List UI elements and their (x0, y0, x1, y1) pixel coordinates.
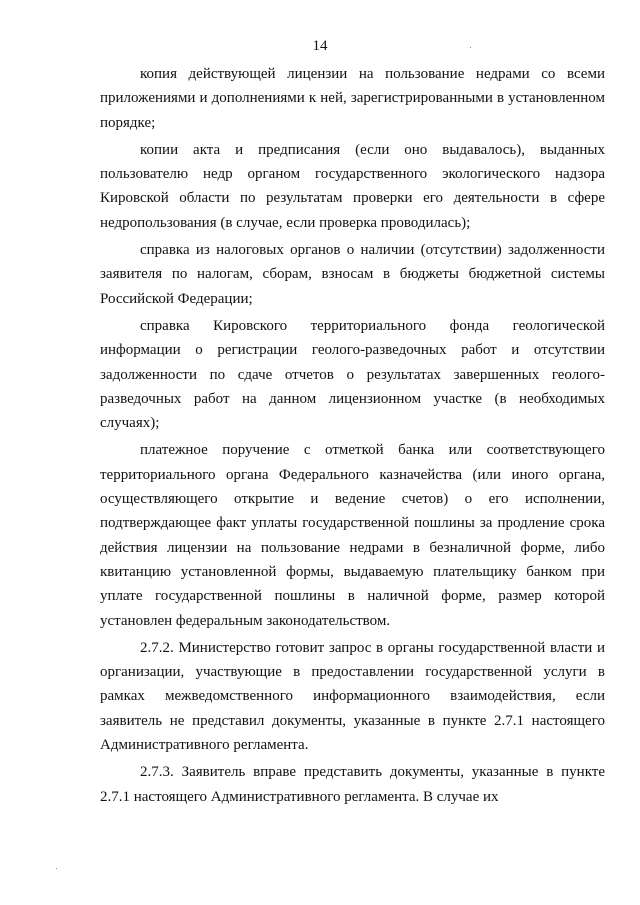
paragraph-geology-fund-certificate: справка Кировского территориального фонда геологической информации о регистрации геолого-разведочных работ и отсутствии задолженности по сдаче отчетов о результатах завершенных геолого-разведочных работ на данном лицензионном участке (в необходимых случаях); (100, 317, 605, 432)
page-number: 14 (312, 38, 328, 54)
paragraph-payment-order: платежное поручение с отметкой банка или соответствующего территориального органа Федерального казначейства (или иного органа, осуществляющего открытие и ведение счетов) о его исполнении, подтверждающее факт уплаты государственной пошлины за продление срока действия лицензии на пользование недрами в безналичной форме, либо квитанцию установленной формы, выдаваемую плательщику банком при уплате государственной пошлины в наличной форме, размер которой установлен федеральным законодательством. (100, 442, 605, 629)
paragraph-2-7-3: 2.7.3. Заявитель вправе представить документы, указанные в пункте 2.7.1 настоящего Административного регламента. В случае их (100, 764, 605, 805)
scan-speck (56, 868, 57, 869)
scan-speck (470, 47, 471, 48)
paragraph-license-copy: копия действующей лицензии на пользование недрами со всеми приложениями и дополнениями к ней, зарегистрированными в установленном порядке; (100, 66, 605, 131)
document-body (100, 62, 605, 809)
paragraph-tax-certificate: справка из налоговых органов о наличии (отсутствии) задолженности заявителя по налогам, сборам, взносам в бюджеты бюджетной системы Российской Федерации; (100, 242, 605, 307)
paragraph-2-7-2: 2.7.2. Министерство готовит запрос в органы государственной власти и организации, участвующие в предоставлении государственной услуги в рамках межведомственного информационного взаимодействия, если заявитель не представил документы, указанные в пункте 2.7.1 настоящего Административного регламента. (100, 639, 605, 754)
paragraph-inspection-act: копии акта и предписания (если оно выдавалось), выданных пользователю недр органом государственного экологического надзора Кировской области по результатам проверки его деятельности в сфере недропользования (в случае, если проверка проводилась); (100, 141, 605, 231)
